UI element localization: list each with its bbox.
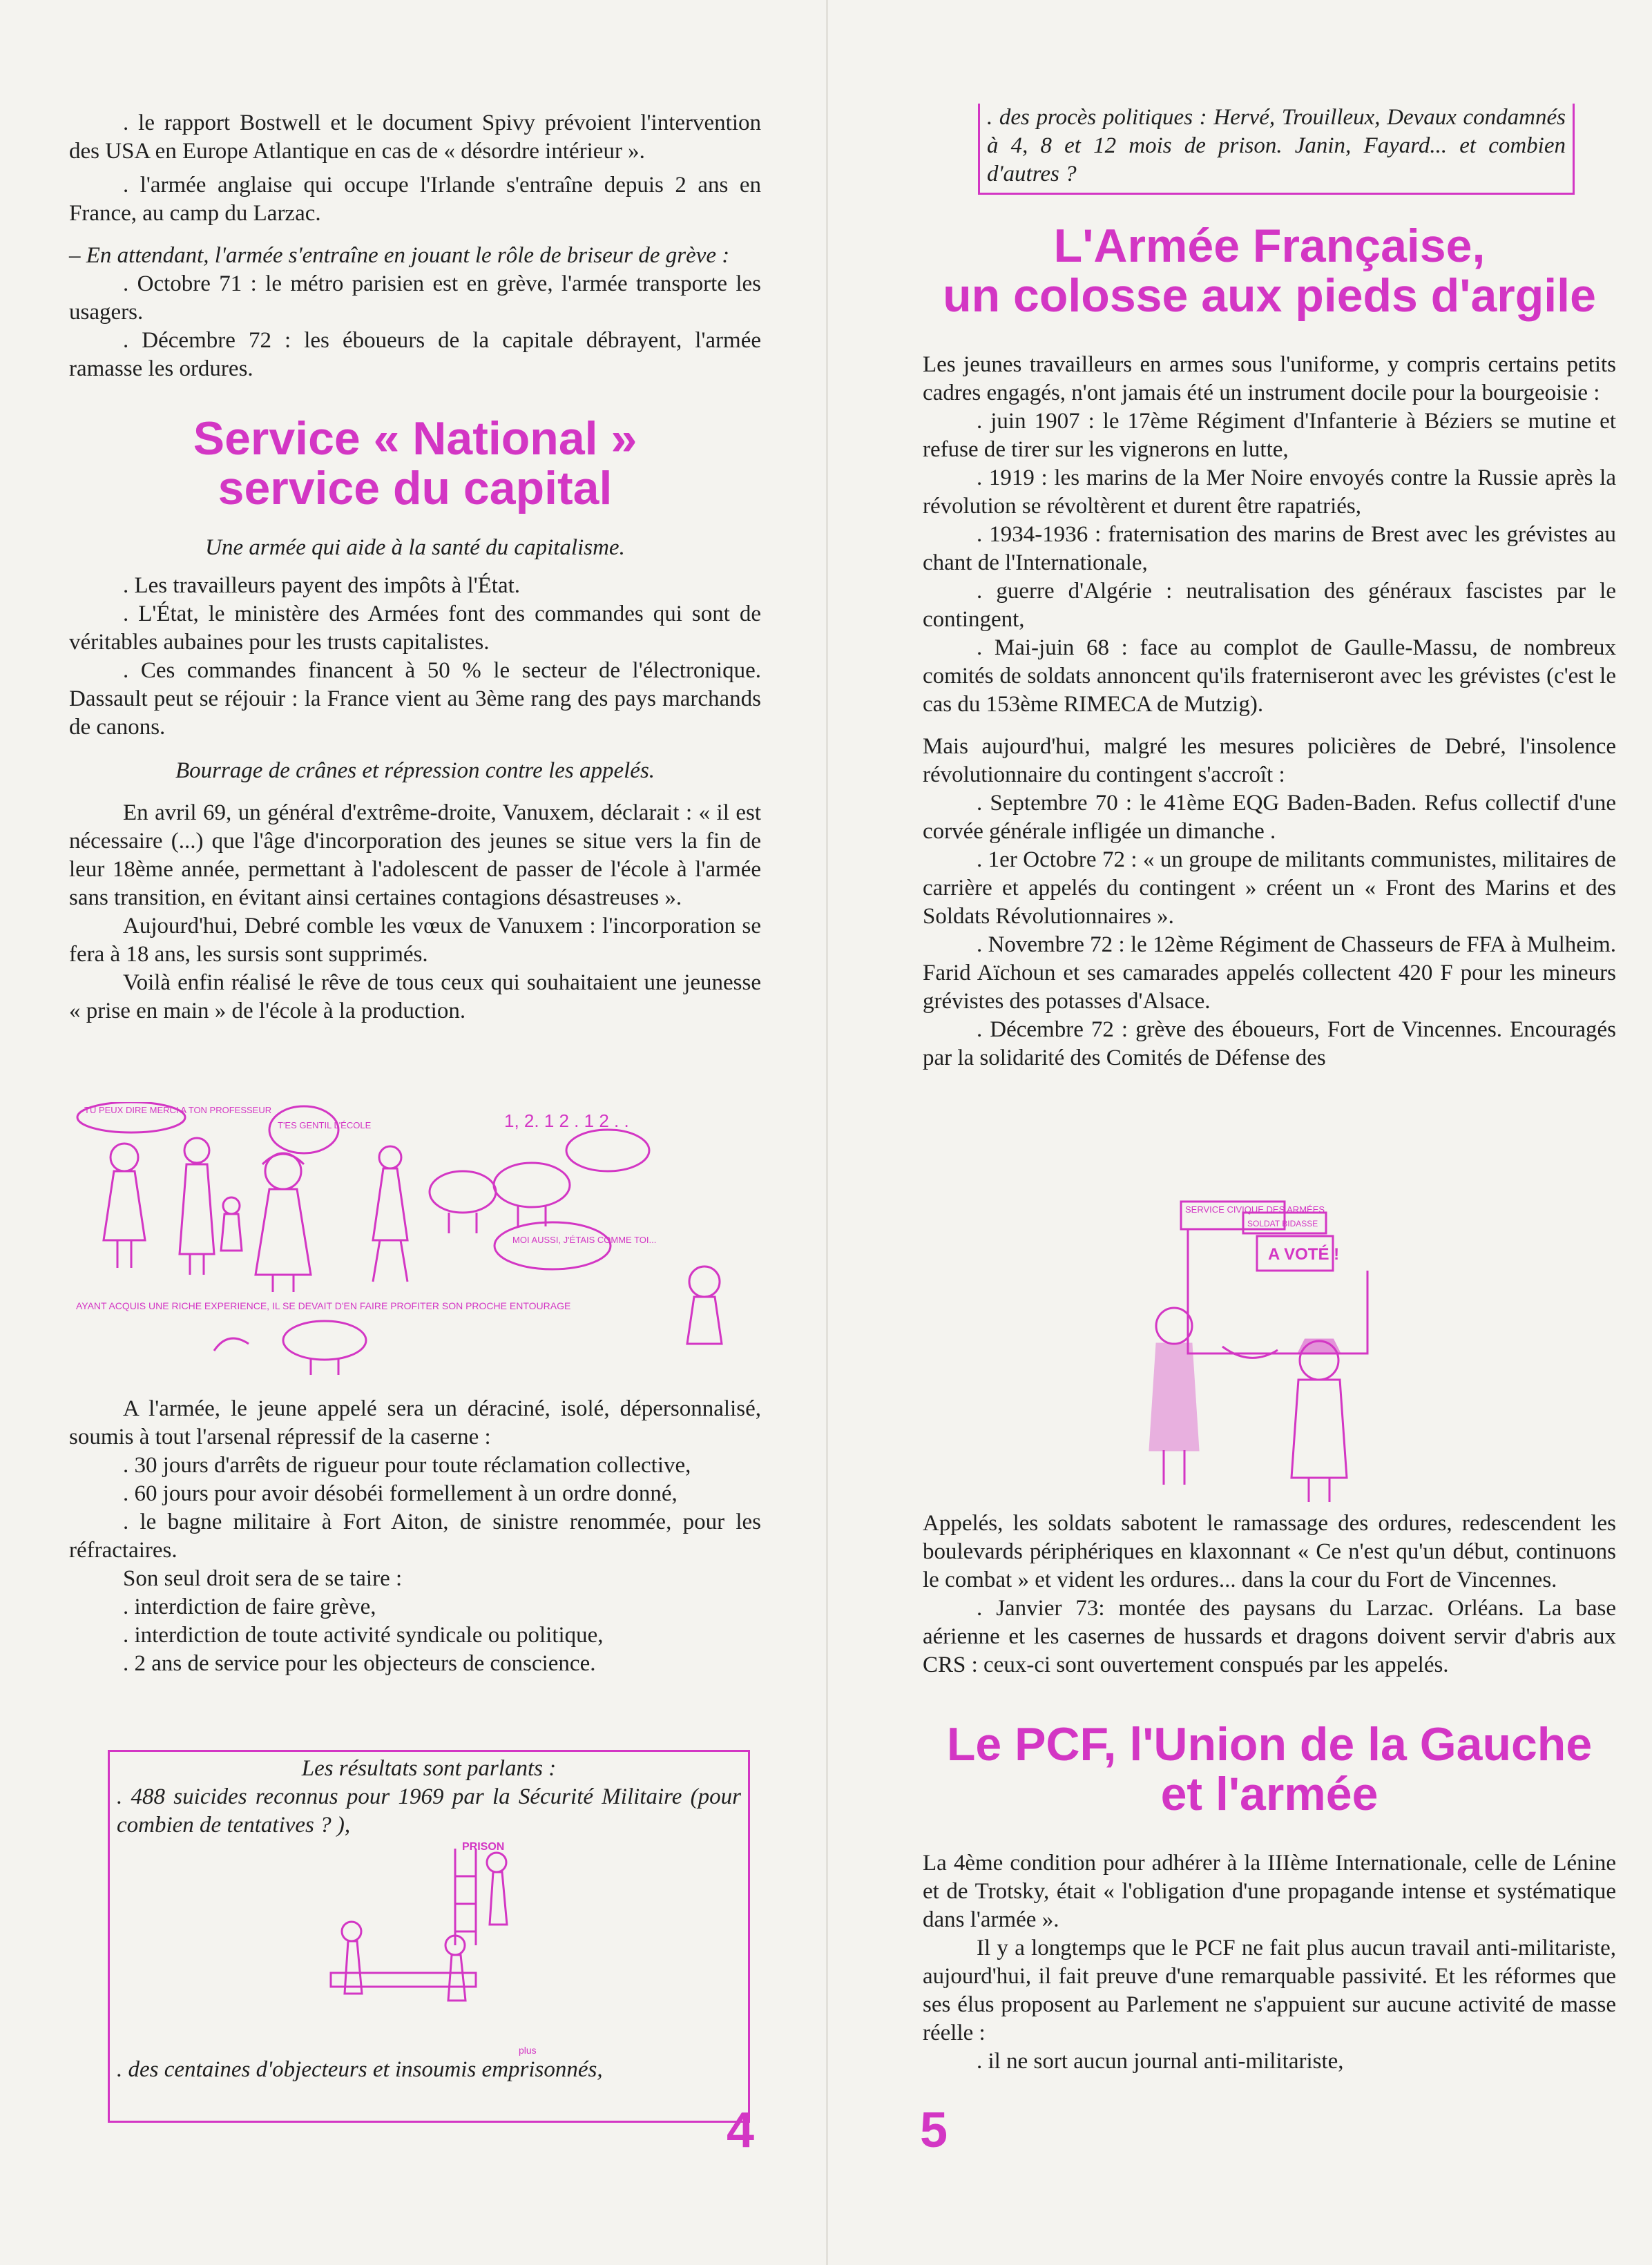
page-fold [826,0,828,2265]
figure-officer [256,1153,311,1292]
para2-1: En avril 69, un général d'extrême-droite, Vanuxem, déclarait : « il est nécessaire (...) que l'âge d'incorporation des jeunes se situe vers la fin de leur 18ème année, permettant à l'adolescent de passer de l'école à l'armée sans transition, en évitant ainsi certaines contagions désastreuses ». [69,800,761,910]
political-trials-box [978,104,1575,195]
pcf-para-3: . il ne sort aucun journal anti-militariste, [977,2049,1344,2074]
list1-2: . 1919 : les marins de la Mer Noire envoyés contre la Russie après la révolution se révoltèrent et durent être rapatriés, [923,465,1616,519]
results-line-1: . 488 suicides reconnus pour 1969 par la Sécurité Militaire (pour combien de tentatives ? ), [117,1784,741,1838]
section-heading-pcf [923,1719,1616,1819]
sign-service-text: SERVICE CIVIQUE DES ARMÉES [1185,1204,1325,1215]
para3-1: A l'armée, le jeune appelé sera un déraciné, isolé, dépersonnalisé, soumis à tout l'arsenal répressif de la caserne : [69,1396,761,1449]
count-text: 1, 2. 1 2 . 1 2 . . [504,1110,629,1131]
list2-3: . Novembre 72 : le 12ème Régiment de Chasseurs de FFA à Mulheim. Farid Aïchoun et ses camarades appelés collectent 420 F pour les mineurs grévistes des potasses d'Alsace. [923,932,1616,1014]
speech-bubble-3 [494,1222,611,1269]
list2-2: . 1er Octobre 72 : « un groupe de militants communistes, militaires de carrière et appelés du contingent » créent un « Front des Marins et des Soldats Révolutionnaires ». [923,847,1616,929]
page-number-left: 4 [727,2103,755,2158]
right-page [923,221,1616,1072]
intro-para-4: . Octobre 71 : le métro parisien est en grève, l'armée transporte les usagers. [69,271,761,325]
armee-para-4: . Janvier 73: montée des paysans du Larzac. Orléans. La base aérienne et les casernes de hussards et dragons doivent servir d'abris aux CRS : ceux-ci sont ouvertement conspués par les appelés. [923,1596,1616,1677]
list1-4: . guerre d'Algérie : neutralisation des généraux fascistes par le contingent, [923,579,1616,632]
heading-armee-1: L'Armée Française, [1053,220,1486,272]
heading-pcf-2: et l'armée [1160,1768,1379,1820]
para3-8: . 2 ans de service pour les objecteurs de conscience. [123,1651,596,1676]
list1-5: . Mai-juin 68 : face au complot de Gaulle-Massu, de nombreux comités de soldats annoncent qu'ils fraterniseront avec les grévistes (c'est le cas du 153ème RIMECA de Mutzig). [923,635,1616,717]
para1-1: . Les travailleurs payent des impôts à l'État. [123,573,521,598]
cartoon-vote [1133,1188,1409,1505]
subheading-1: Une armée qui aide à la santé du capitalisme. [205,535,625,560]
para1-2: . L'État, le ministère des Armées font des commandes qui sont de véritables aubaines pour les trusts capitalistes. [69,601,761,655]
sheep-group [430,1130,649,1233]
left-page-bottom [69,1395,761,1678]
heading-armee-2: un colosse aux pieds d'argile [943,269,1596,322]
list2-4: . Décembre 72 : grève des éboueurs, Fort de Vincennes. Encouragés par la solidarité des Comités de Défense des [923,1017,1616,1070]
intro-para-1: . le rapport Bostwell et le document Spivy prévoient l'intervention des USA en Europe Atlantique en cas de « désordre intérieur ». [69,110,761,164]
armee-para-2: Mais aujourd'hui, malgré les mesures policières de Debré, l'insolence révolutionnaire du contingent s'accroît : [923,734,1616,787]
bubble-1-text: TU PEUX DIRE MERCI A TON PROFESSEUR [84,1105,272,1115]
para3-7: . interdiction de toute activité syndicale ou politique, [123,1623,604,1648]
figure-mother [104,1144,145,1268]
para3-2: . 30 jours d'arrêts de rigueur pour toute réclamation collective, [123,1453,691,1478]
results-box [108,1750,750,2123]
left-page [69,109,761,1025]
list1-1: . juin 1907 : le 17ème Régiment d'Infanterie à Béziers se mutine et refuse de tirer sur les vignerons en lutte, [923,409,1616,462]
armee-para-3: Appelés, les soldats sabotent le ramassage des ordures, redescendent les boulevards périphériques en klaxonnant « Ce n'est qu'un début, continuons le combat » et vident les ordures... dans la cour du Fort de Vincennes. [923,1511,1616,1592]
results-plus-note: plus [519,2045,537,2056]
soldier-right [1291,1340,1347,1502]
right-page-lower [923,1510,1616,2076]
political-trials-text: . des procès politiques : Hervé, Trouilleux, Devaux condamnés à 4, 8 et 12 mois de prison. Janin, Fayard... et combien d'autres ? [987,105,1566,186]
para3-6: . interdiction de faire grève, [123,1594,376,1619]
para3-3: . 60 jours pour avoir désobéi formellement à un ordre donné, [123,1481,678,1506]
intro-para-2: . l'armée anglaise qui occupe l'Irlande s'entraîne depuis 2 ans en France, au camp du Larzac. [69,173,761,226]
page-number-right: 5 [920,2103,948,2158]
heading-line-2: service du capital [218,462,613,514]
heading-pcf-1: Le PCF, l'Union de la Gauche [946,1718,1593,1771]
sign-vote-text: A VOTÉ ! [1268,1245,1340,1264]
pcf-para-2: Il y a longtemps que le PCF ne fait plus aucun travail anti-militariste, aujourd'hui, il fait preuve d'une remarquable passivité. Et les réformes que ses élus proposent au Parlement ne s'appuient sur aucune activité de masse réelle : [923,1936,1616,2045]
ladder [455,1849,476,1945]
soldier-left [1150,1308,1198,1485]
intro-para-5: . Décembre 72 : les éboueurs de la capitale débrayent, l'armée ramasse les ordures. [69,328,761,381]
stretcher [331,1973,476,1987]
para2-3: Voilà enfin réalisé le rêve de tous ceux qui souhaitaient une jeunesse « prise en main » de l'école à la production. [69,970,761,1023]
results-line-2: . des centaines d'objecteurs et insoumis emprisonnés, [117,2057,603,2082]
stretcher-cartoon [317,1835,538,2014]
cartoon-caption: AYANT ACQUIS UNE RICHE EXPERIENCE, IL SE DEVAIT D'EN FAIRE PROFITER SON PROCHE ENTOURAGE [76,1300,571,1311]
sheep-bottom [214,1321,366,1375]
armee-intro: Les jeunes travailleurs en armes sous l'uniforme, y compris certains petits cadres engagés, n'ont jamais été un instrument docile pour la bourgeoisie : [923,352,1616,405]
figure-boy [687,1266,722,1344]
subheading-2: Bourrage de crânes et répression contre les appelés. [175,758,655,783]
pcf-para-1: La 4ème condition pour adhérer à la IIIème Internationale, celle de Lénine et de Trotsky, était « l'obligation d'une propagande intense et systématique dans l'armée ». [923,1851,1616,1932]
para2-2: Aujourd'hui, Debré comble les vœux de Vanuxem : l'incorporation se fera à 18 ans, les sursis sont supprimés. [69,914,761,967]
bubble-3-text: MOI AUSSI, J'ÉTAIS COMME TOI... [512,1235,657,1245]
results-title: Les résultats sont parlants : [301,1756,557,1781]
section-heading-service [69,414,761,513]
para3-4: . le bagne militaire à Fort Aiton, de sinistre renommée, pour les réfractaires. [69,1510,761,1563]
bubble-2-text: T'ES GENTIL L'ÉCOLE [278,1120,372,1130]
figure-child [221,1197,242,1251]
para3-5: Son seul droit sera de se taire : [123,1566,403,1591]
list1-3: . 1934-1936 : fraternisation des marins de Brest avec les grévistes au chant de l'Internationale, [923,522,1616,575]
ballot-urn [1222,1347,1278,1358]
heading-line-1: Service « National » [193,412,637,465]
cartoon-school-army [76,1102,739,1385]
figure-teacher [180,1138,214,1275]
list2-1: . Septembre 70 : le 41ème EQG Baden-Baden. Refus collectif d'une corvée générale infligée un dimanche . [923,791,1616,844]
prison-label: PRISON [462,1841,505,1853]
figure-soldier [373,1146,407,1282]
sign-soldat-text: SOLDAT BIDASSE [1247,1219,1318,1228]
para1-3: . Ces commandes financent à 50 % le secteur de l'électronique. Dassault peut se réjouir : la France vient au 3ème rang des pays marchands de canons. [69,658,761,740]
intro-para-3: – En attendant, l'armée s'entraîne en jouant le rôle de briseur de grève : [69,243,730,268]
